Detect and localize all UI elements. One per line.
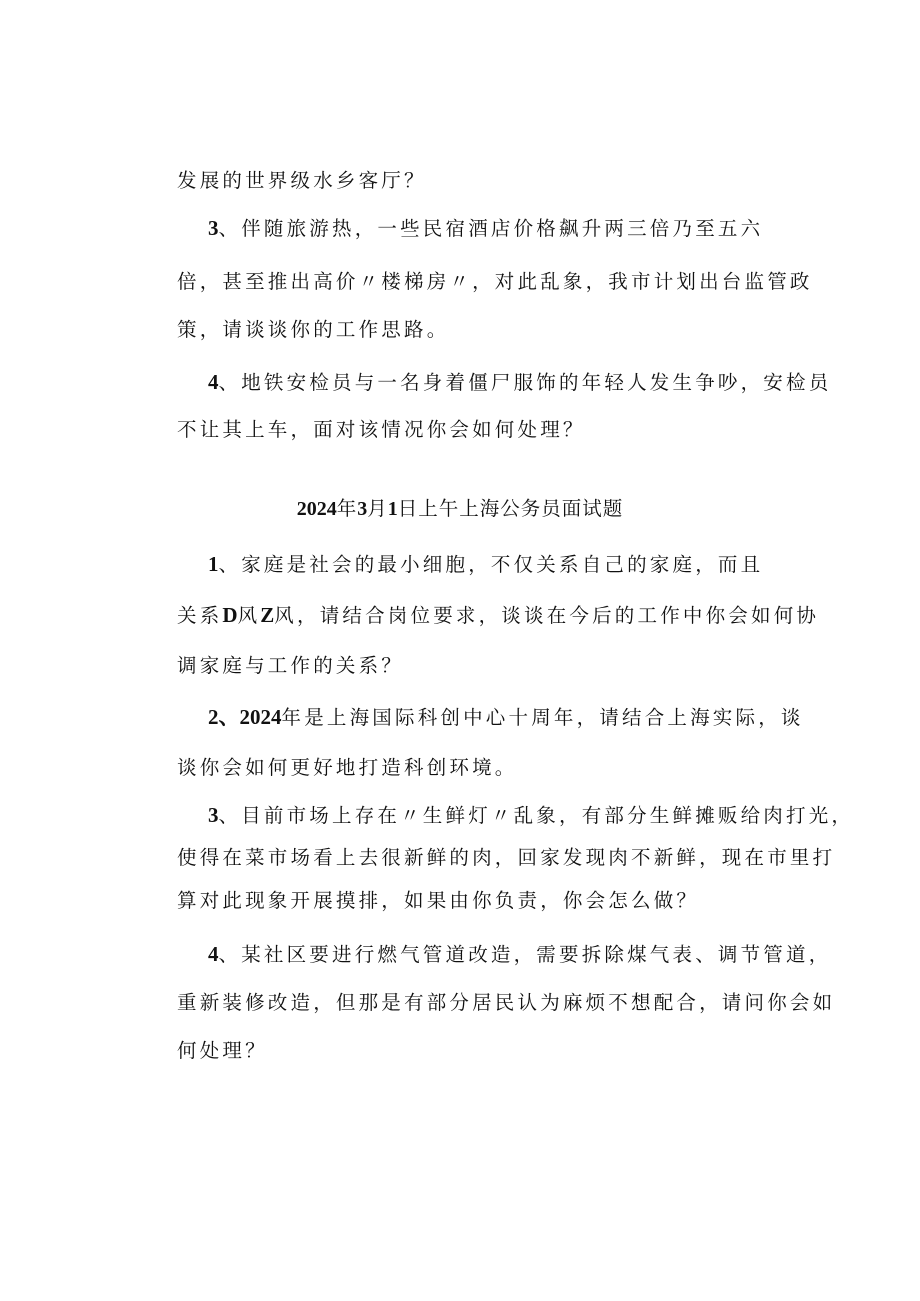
question-number: 2 [208, 705, 219, 729]
question-number: 3 [208, 216, 219, 240]
paragraph-line [177, 846, 835, 870]
question-number: 3 [208, 803, 219, 827]
title-day: 1 [387, 498, 398, 520]
paragraph-line [177, 270, 813, 294]
latin-letter: D [222, 603, 238, 627]
paragraph-line [177, 603, 819, 628]
line-text: 、伴随旅游热，一些民宿酒店价格飙升两三倍乃至五六 [218, 217, 764, 240]
paragraph-line [177, 1039, 268, 1063]
line-text: 风 [237, 604, 261, 627]
question-number: 1 [208, 552, 219, 576]
line-text: 、目前市场上存在〃生鲜灯〃乱象，有部分生鲜摊贩给肉打光， [218, 804, 855, 827]
title-text: 日上午上海公务员面试题 [397, 497, 624, 520]
paragraph-line [177, 169, 427, 193]
paragraph-line [177, 756, 518, 780]
line-text: 发展的世界级水乡客厅？ [177, 169, 427, 192]
paragraph-line [177, 991, 835, 1015]
line-text: 不让其上车，面对该情况你会如何处理？ [177, 418, 586, 441]
line-text: 使得在菜市场看上去很新鲜的肉，回家发现肉不新鲜，现在市里打 [177, 846, 836, 869]
question-number: 4 [208, 942, 219, 966]
line-text: 、某社区要进行燃气管道改造，需要拆除煤气表、调节管道， [218, 943, 832, 966]
latin-letter: Z [260, 603, 275, 627]
year-number: 、2024 [218, 705, 282, 729]
paragraph-line [177, 318, 449, 342]
paragraph-line [177, 418, 586, 442]
line-text: 谈你会如何更好地打造科创环境。 [177, 756, 518, 779]
title-year: 2024 [296, 498, 337, 520]
question-line [208, 370, 831, 395]
line-text: 、家庭是社会的最小细胞，不仅关系自己的家庭，而且 [218, 553, 764, 576]
section-title [0, 497, 920, 521]
line-text: 倍，甚至推出高价〃楼梯房〃，对此乱象，我市计划出台监管政 [177, 270, 813, 293]
question-line [208, 803, 854, 828]
line-text: 重新装修改造，但那是有部分居民认为麻烦不想配合，请问你会如 [177, 991, 836, 1014]
line-text: 策，请谈谈你的工作思路。 [177, 318, 450, 341]
line-text: 算对此现象开展摸排，如果由你负责，你会怎么做？ [177, 889, 700, 912]
title-text: 月 [367, 497, 388, 520]
line-text: 关系 [177, 604, 223, 627]
question-line [208, 705, 804, 730]
line-text: 年是上海国际科创中心十周年，请结合上海实际，谈 [281, 706, 804, 729]
line-text: 调家庭与工作的关系？ [177, 654, 405, 677]
paragraph-line [177, 889, 699, 913]
line-text: 风，请结合岗位要求，谈谈在今后的工作中你会如何协 [274, 604, 820, 627]
paragraph-line [177, 654, 404, 678]
title-month: 3 [357, 498, 368, 520]
question-line [208, 942, 831, 967]
line-text: 何处理？ [177, 1039, 268, 1062]
question-number: 4 [208, 370, 219, 394]
question-line [208, 552, 763, 577]
line-text: 、地铁安检员与一名身着僵尸服饰的年轻人发生争吵，安检员 [218, 371, 832, 394]
question-line [208, 216, 763, 241]
title-text: 年 [336, 497, 358, 520]
